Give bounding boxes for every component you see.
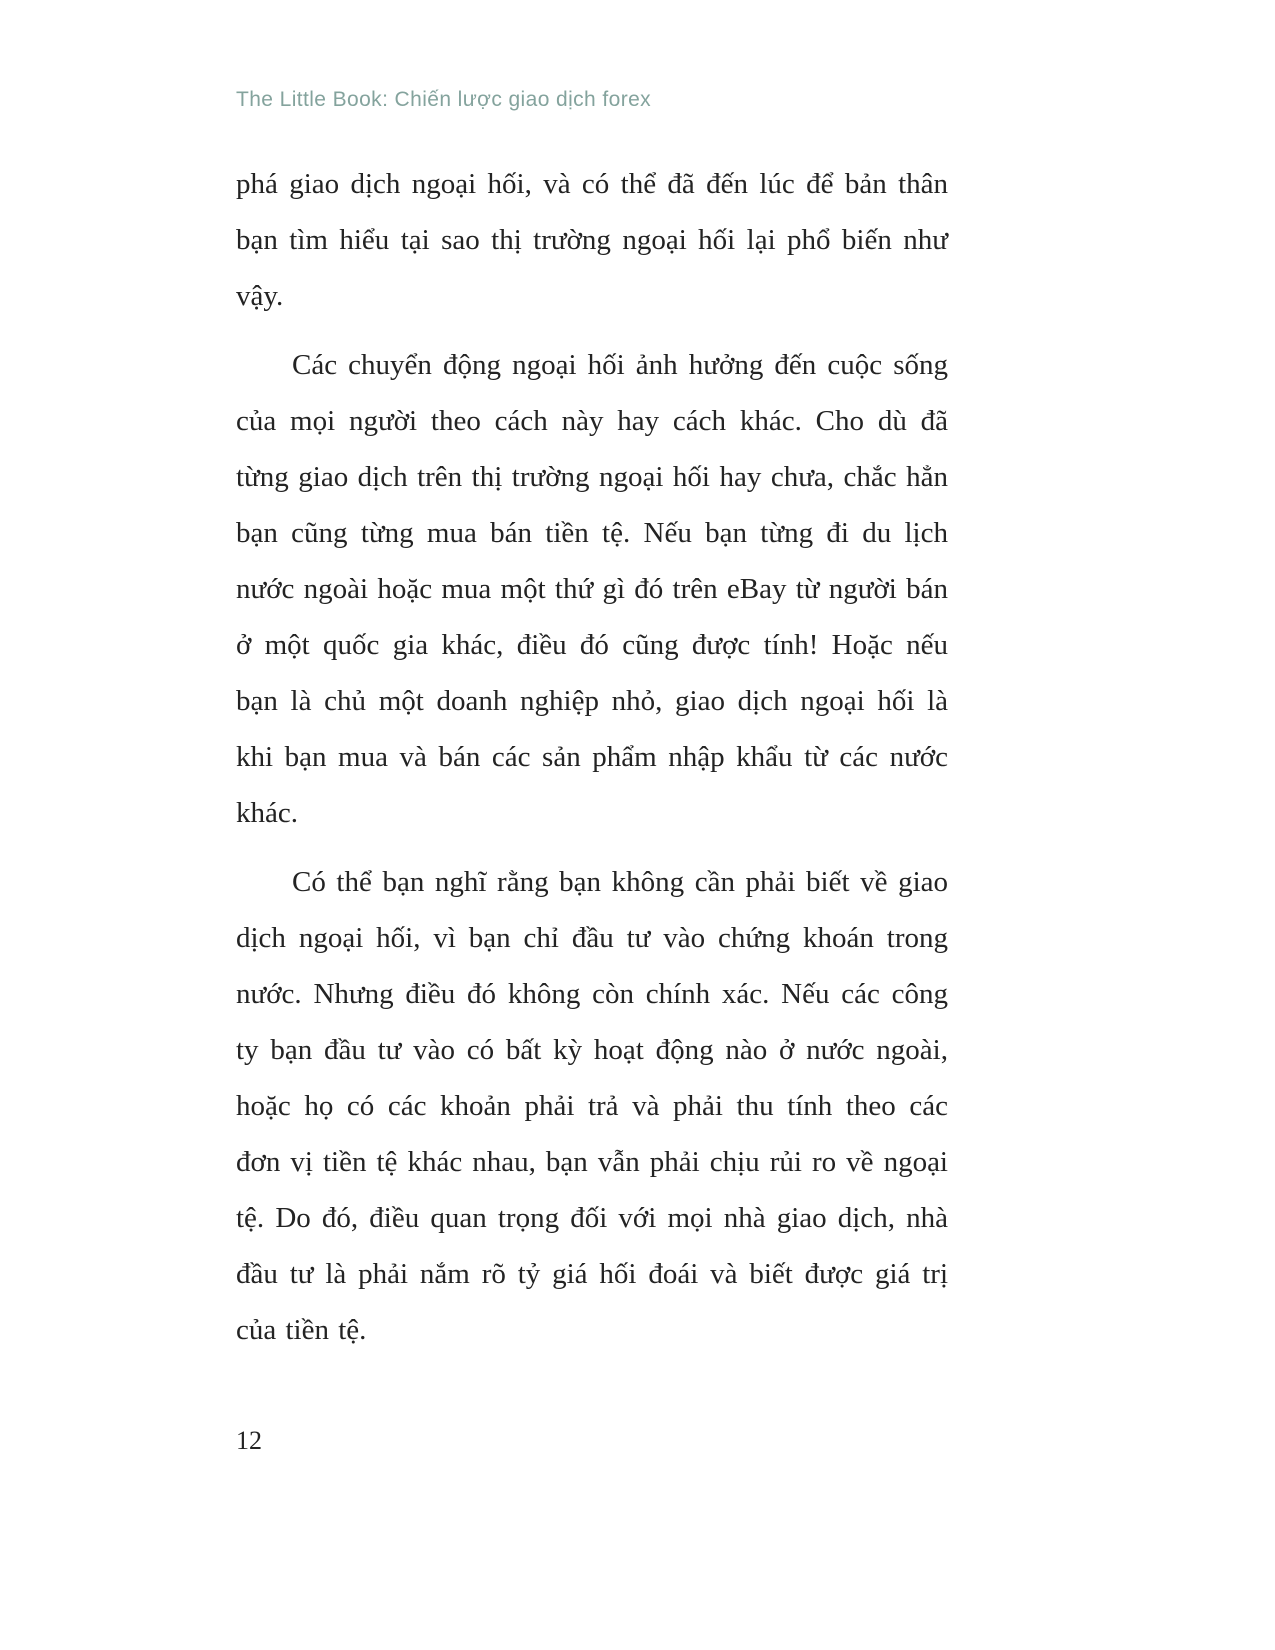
page-body [236,156,948,1371]
page-number: 12 [236,1426,262,1455]
paragraph-continuation: phá giao dịch ngoại hối, và có thể đã đến lúc để bản thân bạn tìm hiểu tại sao thị trường ngoại hối lại phổ biến như vậy. [236,168,948,312]
running-header: The Little Book: Chiến lược giao dịch forex [236,88,652,111]
paragraph: Có thể bạn nghĩ rằng bạn không cần phải biết về giao dịch ngoại hối, vì bạn chỉ đầu tư vào chứng khoán trong nước. Nhưng điều đó không còn chính xác. Nếu các công ty bạn đầu tư vào có bất kỳ hoạt động nào ở nước ngoài, hoặc họ có các khoản phải trả và phải thu tính theo các đơn vị tiền tệ khác nhau, bạn vẫn phải chịu rủi ro về ngoại tệ. Do đó, điều quan trọng đối với mọi nhà giao dịch, nhà đầu tư là phải nắm rõ tỷ giá hối đoái và biết được giá trị của tiền tệ. [236,866,948,1346]
paragraph: Các chuyển động ngoại hối ảnh hưởng đến cuộc sống của mọi người theo cách này hay cách khác. Cho dù đã từng giao dịch trên thị trường ngoại hối hay chưa, chắc hẳn bạn cũng từng mua bán tiền tệ. Nếu bạn từng đi du lịch nước ngoài hoặc mua một thứ gì đó trên eBay từ người bán ở một quốc gia khác, điều đó cũng được tính! Hoặc nếu bạn là chủ một doanh nghiệp nhỏ, giao dịch ngoại hối là khi bạn mua và bán các sản phẩm nhập khẩu từ các nước khác. [236,349,948,829]
